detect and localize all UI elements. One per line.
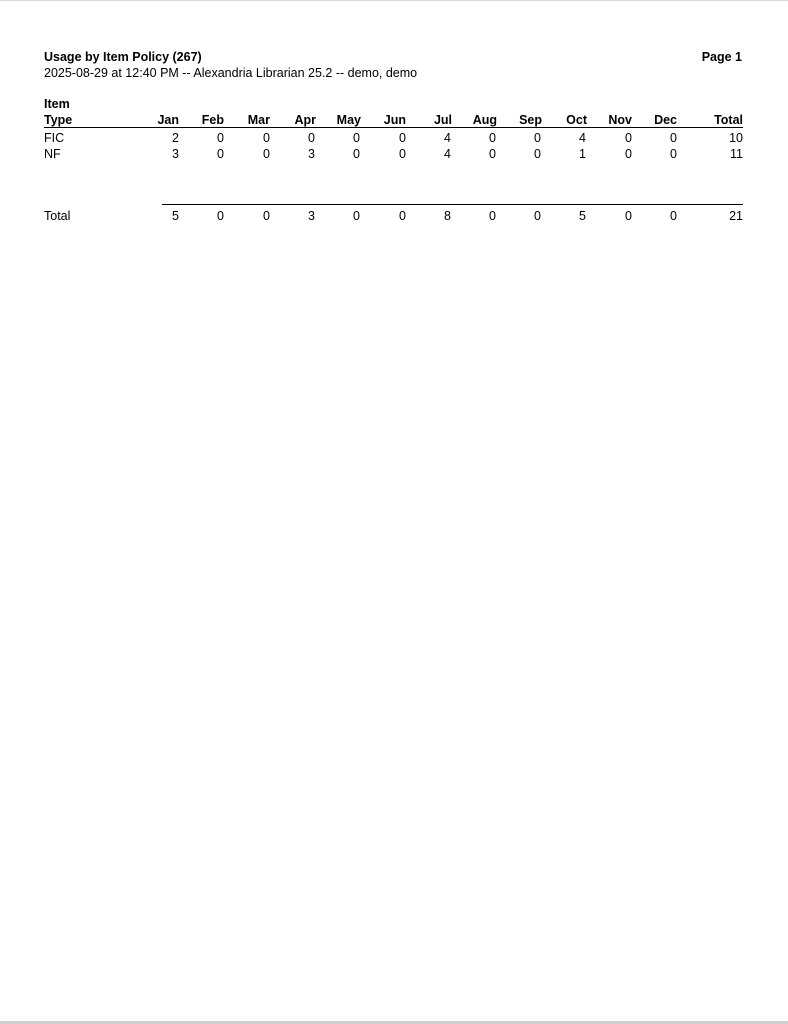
cell: 0	[534, 131, 541, 145]
cell: 0	[217, 147, 224, 161]
total-label: Total	[44, 209, 71, 223]
cell: 4	[444, 131, 451, 145]
report-subtitle: 2025-08-29 at 12:40 PM -- Alexandria Librarian 25.2 -- demo, demo	[44, 66, 418, 80]
cell: 0	[263, 147, 270, 161]
column-header-type: Type	[44, 113, 73, 127]
cell: 4	[444, 147, 451, 161]
row-label-nf: NF	[44, 147, 61, 161]
cell: 0	[670, 147, 677, 161]
cell: 10	[729, 131, 743, 145]
column-header-sep: Sep	[519, 113, 542, 127]
column-header-item: Item	[44, 97, 70, 111]
column-header-jul: Jul	[433, 113, 452, 127]
total-cell: 0	[263, 209, 270, 223]
column-header-dec: Dec	[654, 113, 677, 127]
total-cell: 0	[399, 209, 406, 223]
cell: 0	[217, 131, 224, 145]
total-cell: 0	[217, 209, 224, 223]
cell: 3	[308, 147, 315, 161]
cell: 0	[263, 131, 270, 145]
cell: 0	[670, 131, 677, 145]
total-cell: 0	[534, 209, 541, 223]
cell: 0	[489, 147, 496, 161]
cell: 0	[399, 131, 406, 145]
cell: 0	[625, 131, 632, 145]
total-cell: 0	[625, 209, 632, 223]
total-divider	[162, 204, 743, 205]
total-cell: 0	[670, 209, 677, 223]
column-header-nov: Nov	[608, 113, 632, 127]
cell: 0	[399, 147, 406, 161]
column-header-may: May	[336, 113, 361, 127]
row-label-fic: FIC	[44, 131, 65, 145]
cell: 1	[579, 147, 586, 161]
total-cell: 21	[729, 209, 743, 223]
column-header-mar: Mar	[247, 113, 270, 127]
cell: 2	[172, 131, 179, 145]
cell: 0	[534, 147, 541, 161]
column-header-aug: Aug	[472, 113, 497, 127]
cell: 0	[625, 147, 632, 161]
column-header-total: Total	[714, 113, 743, 127]
top-border	[0, 0, 788, 1]
column-header-feb: Feb	[201, 113, 224, 127]
total-cell: 0	[489, 209, 496, 223]
cell: 0	[353, 147, 360, 161]
total-cell: 3	[308, 209, 315, 223]
total-cell: 0	[353, 209, 360, 223]
cell: 0	[489, 131, 496, 145]
total-cell: 5	[172, 209, 179, 223]
report-title: Usage by Item Policy (267)	[44, 50, 202, 64]
column-header-jan: Jan	[157, 113, 179, 127]
column-header-apr: Apr	[294, 113, 316, 127]
cell: 3	[172, 147, 179, 161]
cell: 0	[353, 131, 360, 145]
column-header-oct: Oct	[566, 113, 587, 127]
page-number: Page 1	[701, 50, 742, 64]
cell: 4	[579, 131, 586, 145]
cell: 0	[308, 131, 315, 145]
column-header-jun: Jun	[383, 113, 406, 127]
cell: 11	[730, 147, 743, 161]
total-cell: 5	[579, 209, 586, 223]
total-cell: 8	[444, 209, 451, 223]
header-divider	[44, 127, 743, 128]
